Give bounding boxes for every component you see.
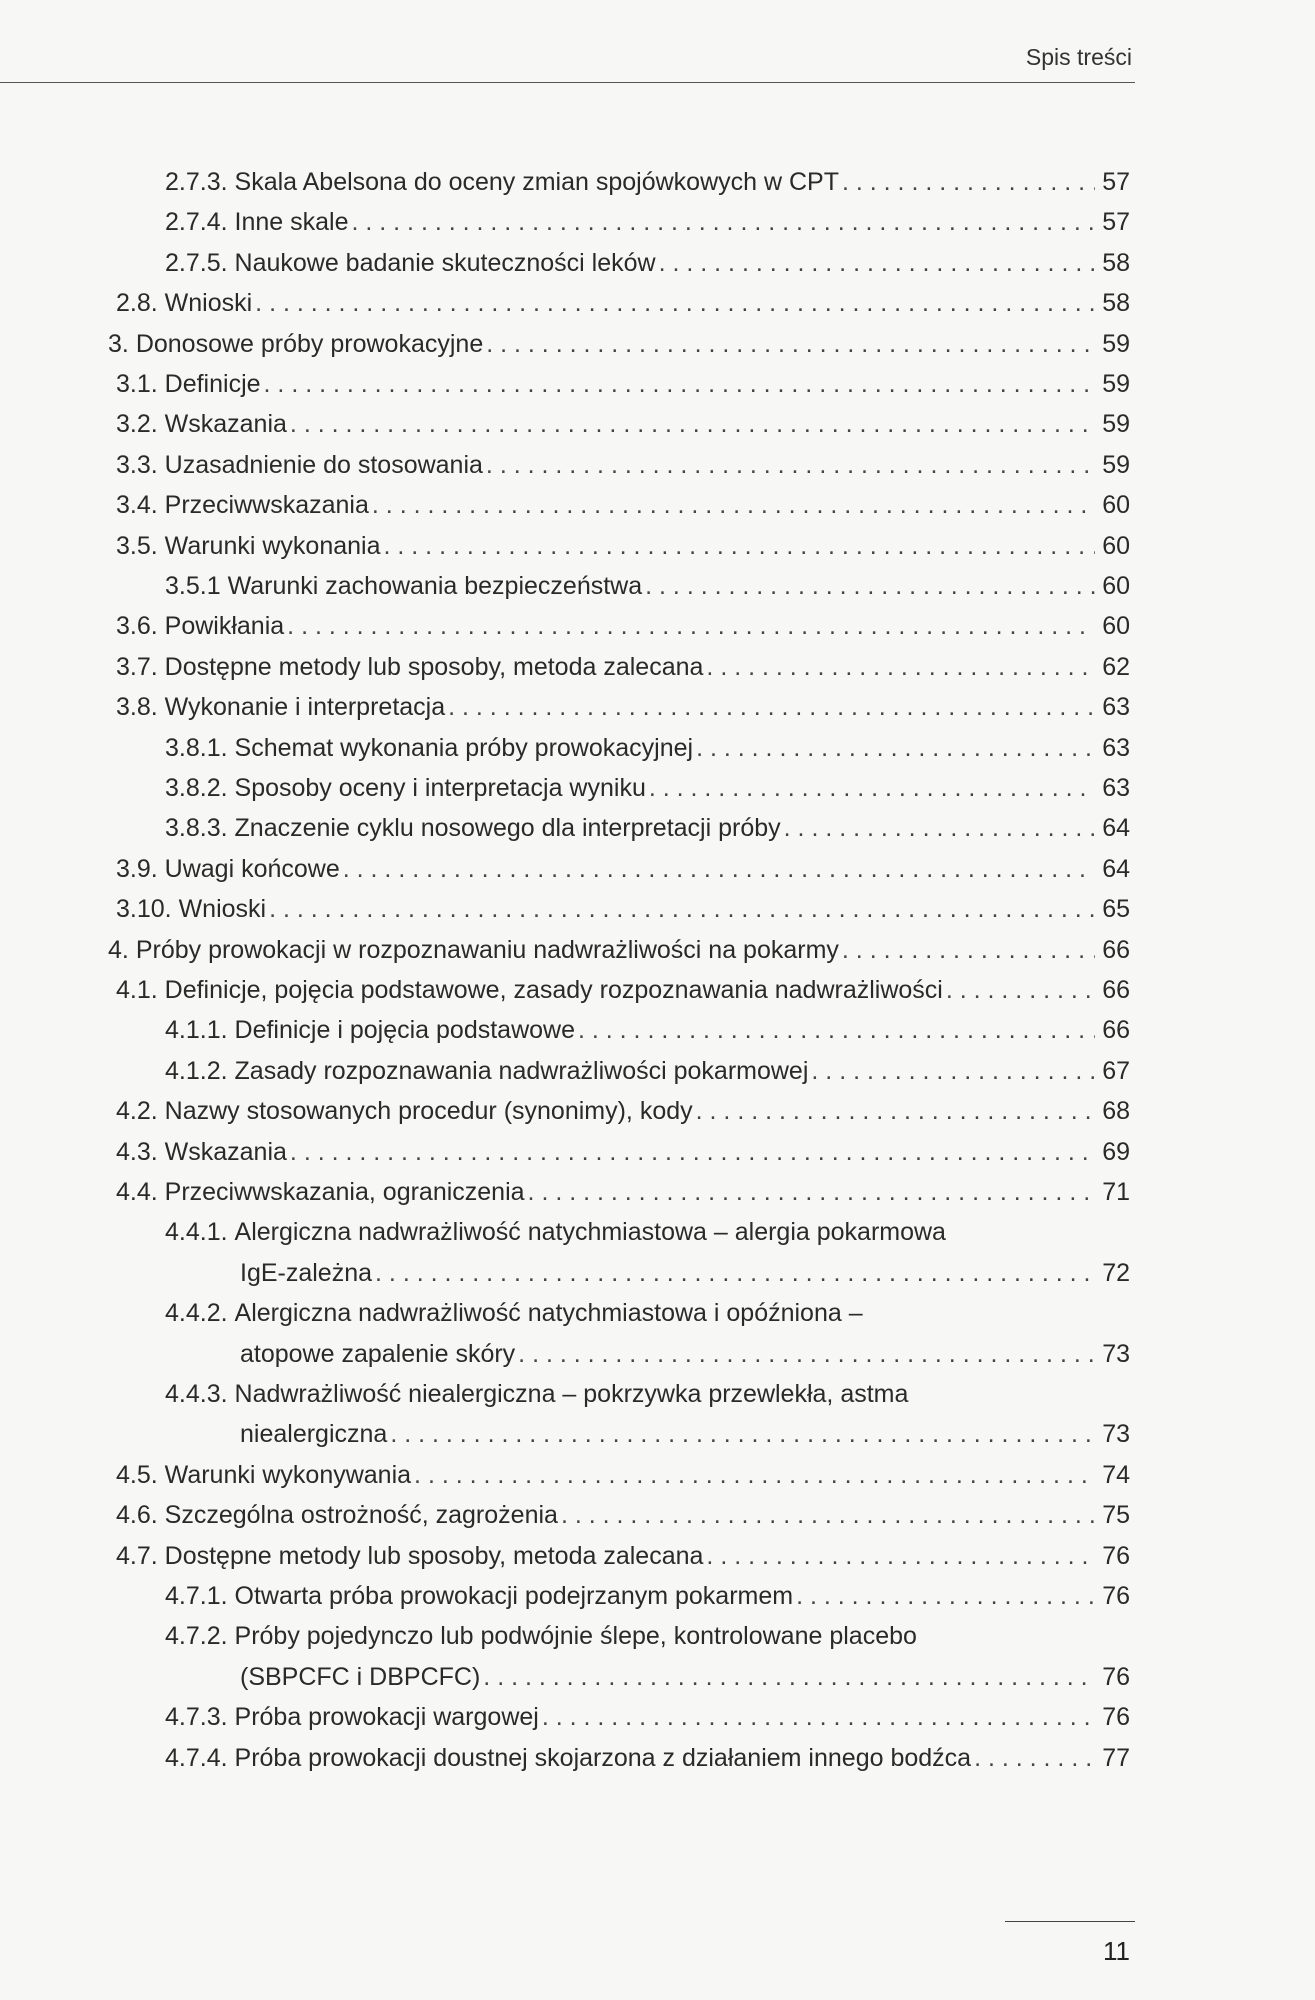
- toc-page-number: 58: [1102, 289, 1130, 318]
- toc-dot-leader: [290, 1132, 1095, 1172]
- toc-entry: [0, 1091, 1315, 1131]
- toc-entry-number: 4.7.4.: [165, 1743, 228, 1772]
- toc-entry-number: 3.8.: [116, 693, 158, 722]
- toc-page-number: 63: [1102, 733, 1130, 762]
- toc-entry-number: 4.4.3.: [165, 1380, 228, 1408]
- toc-entry: [0, 1576, 1315, 1616]
- toc-page-number: 65: [1102, 895, 1130, 924]
- toc-entry: [0, 1536, 1315, 1576]
- toc-dot-leader: [351, 202, 1095, 242]
- toc-entry-number: 3.8.2.: [165, 774, 228, 802]
- toc-entry-title: Warunki zachowania bezpieczeństwa: [227, 572, 643, 600]
- toc-dot-leader: [578, 1010, 1095, 1050]
- toc-entry: [0, 687, 1315, 727]
- toc-entry: [0, 202, 1315, 242]
- toc-entry-number: 4.1.: [116, 976, 158, 1004]
- toc-page-number: 59: [1102, 370, 1130, 398]
- toc-entry-title: Definicje i pojęcia podstawowe: [234, 1016, 575, 1045]
- toc-page-number: 62: [1102, 652, 1130, 681]
- toc-entry-title: Alergiczna nadwrażliwość natychmiastowa i opóźniona –: [234, 1299, 863, 1328]
- page-number: 11: [1103, 1936, 1130, 1966]
- toc-page-number: 57: [1102, 168, 1130, 196]
- footer-rule: [1005, 1921, 1135, 1922]
- toc-page-number: 71: [1102, 1178, 1130, 1206]
- toc-entry: [0, 1455, 1315, 1495]
- toc-entry: [0, 364, 1315, 404]
- toc-entry-title: Wnioski: [178, 895, 267, 924]
- toc-entry: [0, 445, 1315, 485]
- toc-dot-leader: [518, 1334, 1095, 1374]
- toc-entry: [0, 243, 1315, 283]
- toc-dot-leader: [696, 728, 1095, 768]
- toc-entry-title: Donosowe próby prowokacyjne: [135, 329, 484, 358]
- toc-page-number: 60: [1102, 531, 1130, 560]
- toc-entry: [0, 1495, 1315, 1535]
- toc-dot-leader: [414, 1455, 1095, 1495]
- toc-page-number: 74: [1102, 1460, 1130, 1489]
- toc-entry-title: Warunki wykonania: [164, 531, 381, 560]
- toc-entry: [0, 849, 1315, 889]
- toc-page-number: 66: [1102, 976, 1130, 1004]
- toc-entry-title: Definicje: [164, 370, 261, 398]
- toc-entry-number: 3.8.3.: [165, 814, 228, 843]
- toc-entry: [0, 808, 1315, 848]
- toc-entry-title: Zasady rozpoznawania nadwrażliwości pokarmowej: [234, 1056, 809, 1085]
- toc-dot-leader: [287, 606, 1095, 646]
- toc-entry-number: 4.: [108, 935, 129, 964]
- toc-entry-number: 4.4.: [116, 1178, 158, 1206]
- toc-page-number: 76: [1102, 1662, 1130, 1691]
- toc-entry-title: Alergiczna nadwrażliwość natychmiastowa – alergia pokarmowa: [234, 1218, 946, 1247]
- toc-page-number: 73: [1102, 1339, 1130, 1368]
- toc-entry-number: 4.6.: [116, 1501, 158, 1530]
- toc-dot-leader: [842, 930, 1095, 970]
- toc-entry: [0, 1616, 1315, 1697]
- toc-page-number: 76: [1102, 1703, 1130, 1732]
- toc-dot-leader: [542, 1697, 1095, 1737]
- toc-entry: [0, 1010, 1315, 1050]
- toc-entry: [0, 485, 1315, 525]
- toc-page-number: 76: [1102, 1541, 1130, 1570]
- toc-entry: [0, 162, 1315, 202]
- toc-entry-title: Przeciwwskazania, ograniczenia: [164, 1178, 525, 1206]
- toc-entry-title: Naukowe badanie skuteczności leków: [234, 248, 656, 277]
- toc-entry: [0, 728, 1315, 768]
- toc-entry-title-continuation: IgE-zależna: [240, 1258, 373, 1287]
- toc-page-number: 63: [1102, 693, 1130, 722]
- toc-page-number: 75: [1102, 1501, 1130, 1530]
- toc-page-number: 58: [1102, 248, 1130, 277]
- toc-entry-title-continuation: atopowe zapalenie skóry: [240, 1339, 516, 1368]
- toc-dot-leader: [946, 970, 1095, 1010]
- toc-dot-leader: [290, 404, 1095, 444]
- toc-entry-number: 2.8.: [116, 289, 158, 318]
- toc-dot-leader: [696, 1091, 1095, 1131]
- toc-entry-title-continuation: (SBPCFC i DBPCFC): [240, 1662, 481, 1691]
- toc-dot-leader: [384, 526, 1096, 566]
- toc-entry-number: 3.7.: [116, 652, 158, 681]
- toc-entry-number: 3.8.1.: [165, 733, 228, 762]
- toc-entry-title: Uwagi końcowe: [164, 854, 340, 883]
- toc-entry-title: Próby pojedynczo lub podwójnie ślepe, kontrolowane placebo: [234, 1622, 917, 1651]
- toc-page-number: 72: [1102, 1258, 1130, 1287]
- toc-entry-number: 3.2.: [116, 410, 158, 439]
- toc-page-number: 68: [1102, 1097, 1130, 1126]
- toc-entry-title: Skala Abelsona do oceny zmian spojówkowych w CPT: [234, 168, 839, 196]
- toc-entry-title: Wskazania: [164, 1137, 287, 1166]
- toc-entry-title: Szczególna ostrożność, zagrożenia: [164, 1501, 558, 1530]
- toc-entry-title-continuation: niealergiczna: [240, 1420, 388, 1449]
- toc-dot-leader: [483, 1657, 1095, 1697]
- toc-entry: [0, 1374, 1315, 1455]
- toc-entry-number: 4.7.1.: [165, 1582, 228, 1610]
- toc-dot-leader: [796, 1576, 1095, 1616]
- toc-dot-leader: [375, 1253, 1095, 1293]
- toc-entry: [0, 1293, 1315, 1374]
- toc-entry-number: 2.7.4.: [165, 208, 228, 237]
- toc-entry-title: Definicje, pojęcia podstawowe, zasady rozpoznawania nadwrażliwości: [164, 976, 943, 1004]
- toc-entry-number: 3.3.: [116, 450, 158, 479]
- toc-entry-number: 4.2.: [116, 1097, 158, 1126]
- toc-dot-leader: [372, 485, 1095, 525]
- toc-entry-title: Schemat wykonania próby prowokacyjnej: [234, 733, 694, 762]
- toc-entry-title: Powikłania: [164, 612, 285, 641]
- toc-dot-leader: [784, 808, 1095, 848]
- toc-page-number: 64: [1102, 854, 1130, 883]
- toc-entry-number: 4.4.2.: [165, 1299, 228, 1328]
- toc-entry-title: Próby prowokacji w rozpoznawaniu nadwrażliwości na pokarmy: [135, 935, 839, 964]
- toc-entry-number: 3.5.: [116, 531, 158, 560]
- toc-entry: [0, 1738, 1315, 1778]
- toc-dot-leader: [706, 647, 1095, 687]
- toc-page-number: 66: [1102, 1016, 1130, 1045]
- toc-page-number: 69: [1102, 1137, 1130, 1166]
- toc-page-number: 59: [1102, 410, 1130, 439]
- toc-entry-title: Otwarta próba prowokacji podejrzanym pokarmem: [234, 1582, 794, 1610]
- toc-dot-leader: [343, 849, 1095, 889]
- toc-dot-leader: [561, 1495, 1095, 1535]
- toc-page-number: 60: [1102, 491, 1130, 520]
- running-header: Spis treści: [1025, 44, 1132, 70]
- toc-entry-number: 4.7.2.: [165, 1622, 228, 1651]
- toc-entry-title: Znaczenie cyklu nosowego dla interpretacji próby: [234, 814, 781, 843]
- toc-entry-title: Inne skale: [234, 208, 349, 237]
- toc-entry: [0, 970, 1315, 1010]
- toc-page-number: 66: [1102, 935, 1130, 964]
- toc-page-number: 60: [1102, 572, 1130, 600]
- toc-dot-leader: [486, 324, 1095, 364]
- toc-entry-number: 2.7.3.: [165, 168, 228, 196]
- toc-dot-leader: [528, 1172, 1095, 1212]
- toc-entry-title: Nadwrażliwość niealergiczna – pokrzywka przewlekła, astma: [234, 1380, 909, 1408]
- toc-page-number: 73: [1102, 1420, 1130, 1449]
- toc-entry: [0, 283, 1315, 323]
- toc-entry: [0, 1212, 1315, 1293]
- toc-page-number: 67: [1102, 1056, 1130, 1085]
- toc-entry: [0, 889, 1315, 929]
- toc-entry-number: 4.7.3.: [165, 1703, 228, 1732]
- toc-entry-title: Dostępne metody lub sposoby, metoda zalecana: [164, 652, 704, 681]
- toc-dot-leader: [649, 768, 1095, 808]
- toc-page-number: 64: [1102, 814, 1130, 843]
- toc-entry-title: Wskazania: [164, 410, 287, 439]
- toc-page-number: 57: [1102, 208, 1130, 237]
- toc-dot-leader: [659, 243, 1095, 283]
- toc-entry-number: 3.1.: [116, 370, 158, 398]
- toc-dot-leader: [264, 364, 1095, 404]
- toc-entry: [0, 1132, 1315, 1172]
- toc-entry-title: Nazwy stosowanych procedur (synonimy), kody: [164, 1097, 693, 1126]
- toc-dot-leader: [269, 889, 1095, 929]
- toc-entry: [0, 1697, 1315, 1737]
- toc-entry-number: 3.4.: [116, 491, 158, 520]
- toc-dot-leader: [448, 687, 1095, 727]
- toc-entry-number: 3.6.: [116, 612, 158, 641]
- toc-dot-leader: [390, 1414, 1095, 1454]
- toc-dot-leader: [486, 445, 1095, 485]
- toc-dot-leader: [974, 1738, 1095, 1778]
- toc-entry-number: 4.1.2.: [165, 1056, 228, 1085]
- toc-entry-number: 4.4.1.: [165, 1218, 228, 1247]
- toc-page-number: 59: [1102, 450, 1130, 479]
- toc-entry-title: Próba prowokacji wargowej: [234, 1703, 539, 1732]
- toc-entry-number: 3.5.1: [165, 572, 221, 600]
- toc-entry-title: Uzasadnienie do stosowania: [164, 450, 483, 479]
- toc-dot-leader: [811, 1051, 1095, 1091]
- toc-dot-leader: [842, 162, 1095, 202]
- toc-entry: [0, 606, 1315, 646]
- toc-entry: [0, 930, 1315, 970]
- toc-entry-title: Próba prowokacji doustnej skojarzona z działaniem innego bodźca: [234, 1743, 972, 1772]
- toc-entry: [0, 1051, 1315, 1091]
- toc-entry-number: 4.3.: [116, 1137, 158, 1166]
- toc-entry: [0, 1172, 1315, 1212]
- toc-entry-title: Warunki wykonywania: [164, 1460, 412, 1489]
- toc-entry-number: 2.7.5.: [165, 248, 228, 277]
- header-rule: [0, 82, 1135, 83]
- toc-entry: [0, 324, 1315, 364]
- toc-entry-number: 4.1.1.: [165, 1016, 228, 1045]
- toc-entry-number: 4.5.: [116, 1460, 158, 1489]
- toc-entry-number: 3.9.: [116, 854, 158, 883]
- toc-entry: [0, 566, 1315, 606]
- toc-entry-title: Przeciwwskazania: [164, 491, 369, 520]
- toc-entry-number: 4.7.: [116, 1541, 158, 1570]
- toc-page-number: 60: [1102, 612, 1130, 641]
- toc-entry-title: Sposoby oceny i interpretacja wyniku: [234, 774, 646, 802]
- toc-entry-number: 3.: [108, 329, 129, 358]
- toc-entry-title: Wnioski: [164, 289, 253, 318]
- toc-page-number: 59: [1102, 329, 1130, 358]
- toc-entry-title: Wykonanie i interpretacja: [164, 693, 446, 722]
- toc-entry: [0, 768, 1315, 808]
- toc-page-number: 76: [1102, 1582, 1130, 1610]
- toc-dot-leader: [706, 1536, 1095, 1576]
- toc-page-number: 77: [1102, 1743, 1130, 1772]
- toc-dot-leader: [645, 566, 1095, 606]
- toc-page-number: 63: [1102, 774, 1130, 802]
- toc-entry: [0, 526, 1315, 566]
- toc-entry-number: 3.10.: [116, 895, 172, 924]
- toc-entry: [0, 647, 1315, 687]
- toc-dot-leader: [255, 283, 1095, 323]
- toc-entry: [0, 404, 1315, 444]
- toc-entry-title: Dostępne metody lub sposoby, metoda zalecana: [164, 1541, 704, 1570]
